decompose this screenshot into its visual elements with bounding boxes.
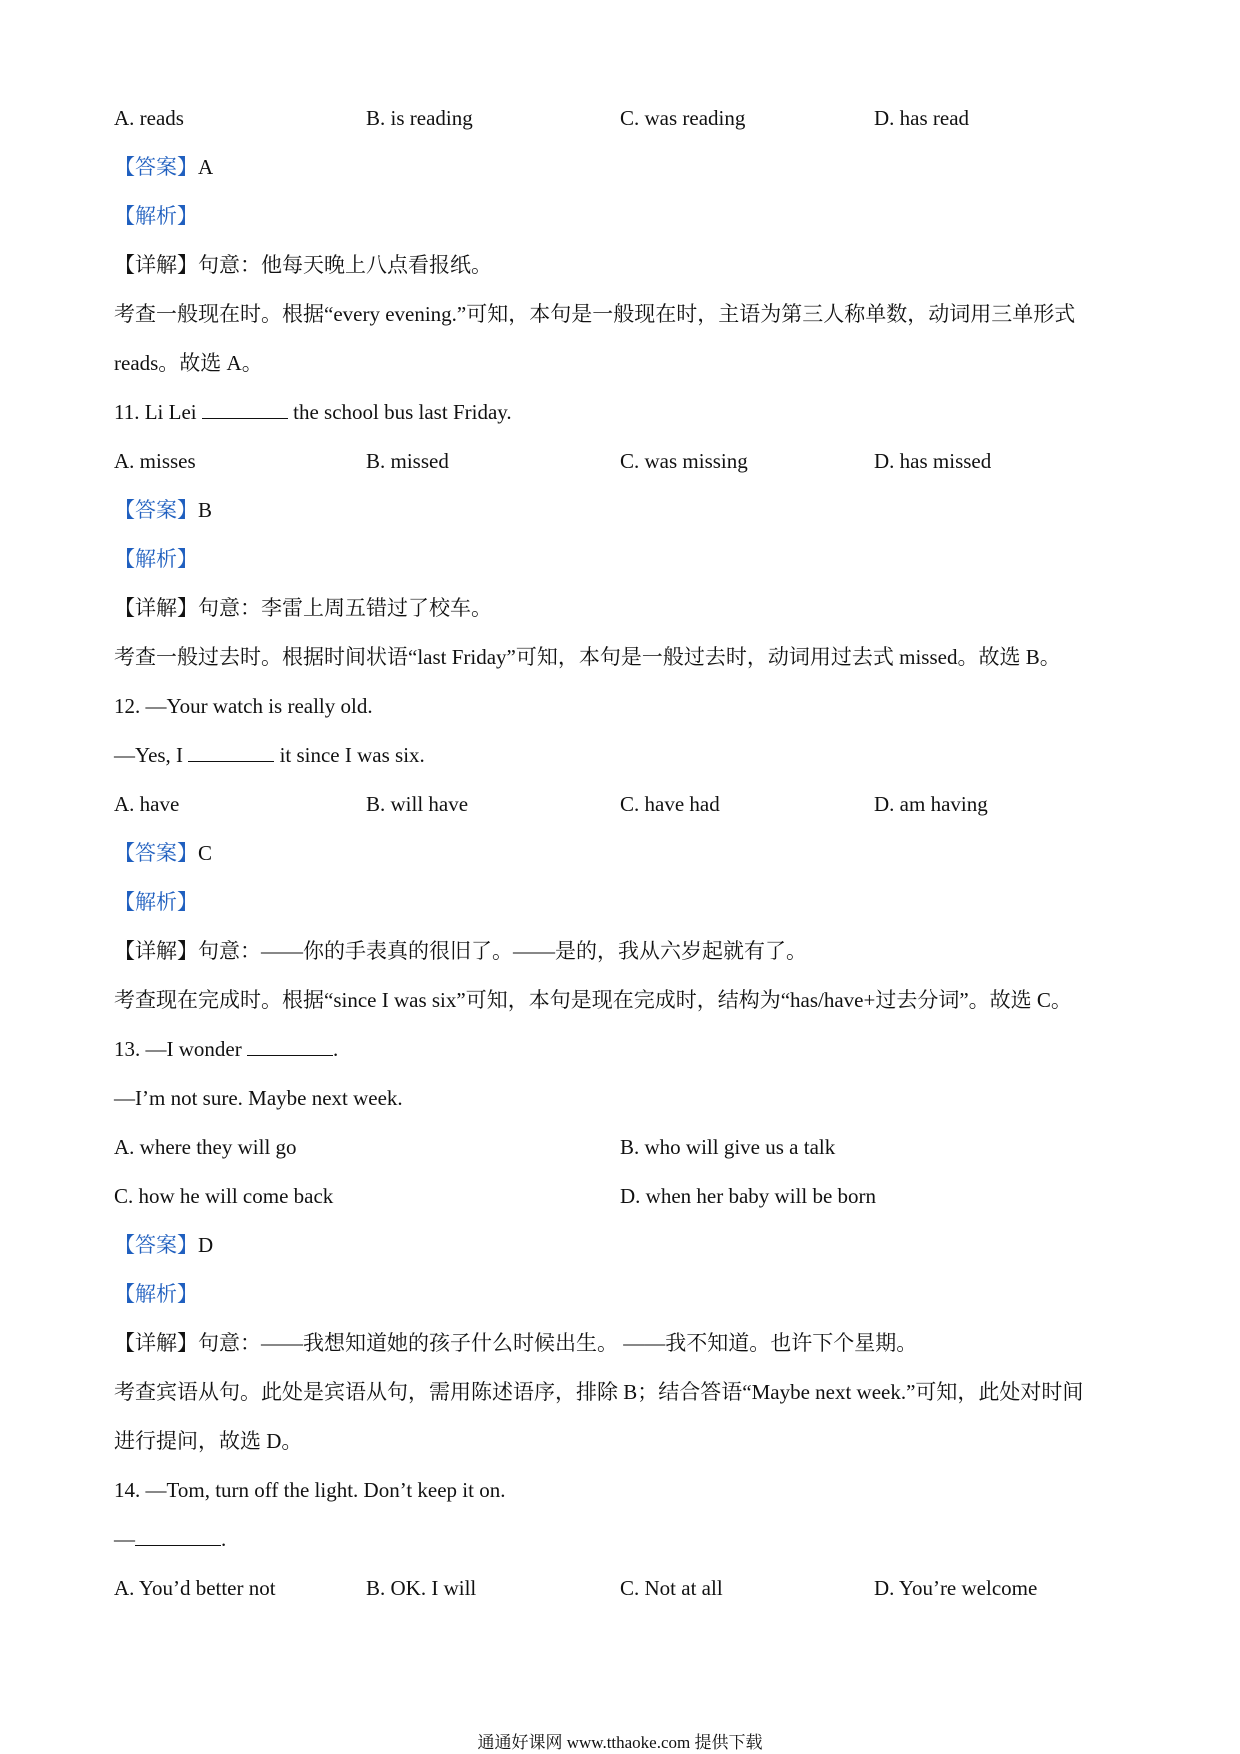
answer-value: A <box>198 155 214 179</box>
q10-option-c: C. was reading <box>620 106 746 130</box>
detail-tag: 【详解】 <box>114 1331 198 1355</box>
q14-stem-1: 14. —Tom, turn off the light. Don’t keep it on. <box>114 1478 506 1502</box>
page-footer: 通通好课网 www.tthaoke.com 提供下载 <box>477 1733 763 1752</box>
q12-option-d: D. am having <box>874 792 988 816</box>
q14-option-b: B. OK. I will <box>366 1576 477 1600</box>
q13-stem-1-before: 13. —I wonder <box>114 1037 242 1061</box>
q10-detail <box>114 251 492 279</box>
answer-blank <box>247 1037 333 1056</box>
answer-blank <box>135 1527 221 1546</box>
q11-option-a: A. misses <box>114 449 196 473</box>
q10-option-d: D. has read <box>874 106 970 130</box>
detail-text: 句意：他每天晚上八点看报纸。 <box>198 253 492 277</box>
q13-stem-1-after: . <box>332 1037 339 1061</box>
q12-stem-1: 12. —Your watch is really old. <box>114 694 373 718</box>
q11-analysis <box>114 545 198 573</box>
q12-option-a: A. have <box>114 792 180 816</box>
q13-option-a: A. where they will go <box>114 1135 297 1159</box>
q12-explain-1: 考查现在完成时。根据“since I was six”可知，本句是现在完成时，结构为“has/have+过去分词”。故选 C。 <box>114 988 1072 1012</box>
q13-stem-2: —I’m not sure. Maybe next week. <box>114 1086 403 1110</box>
answer-value: D <box>198 1233 214 1257</box>
q12-option-b: B. will have <box>366 792 469 816</box>
q12-analysis <box>114 888 198 916</box>
q12-stem-2 <box>114 741 425 769</box>
answer-tag: 【答案】 <box>114 498 198 522</box>
answer-tag: 【答案】 <box>114 841 198 865</box>
q12-answer <box>114 839 212 867</box>
q12-stem-2-before: —Yes, I <box>114 743 184 767</box>
q11-detail <box>114 594 492 622</box>
analysis-tag: 【解析】 <box>114 890 198 914</box>
answer-value: B <box>198 498 213 522</box>
q14-option-a: A. You’d better not <box>114 1576 276 1600</box>
q11-stem-after: the school bus last Friday. <box>293 400 512 424</box>
detail-tag: 【详解】 <box>114 939 198 963</box>
detail-tag: 【详解】 <box>114 253 198 277</box>
q10-explain-1: 考查一般现在时。根据“every evening.”可知，本句是一般现在时，主语为第三人称单数，动词用三单形式 <box>114 302 1076 326</box>
q13-option-d: D. when her baby will be born <box>620 1184 877 1208</box>
answer-blank <box>188 743 274 762</box>
q11-answer <box>114 496 212 524</box>
q12-detail <box>114 937 807 965</box>
analysis-tag: 【解析】 <box>114 1282 198 1306</box>
q13-option-b: B. who will give us a talk <box>620 1135 836 1159</box>
q12-stem-2-after: it since I was six. <box>279 743 425 767</box>
detail-text: 句意：李雷上周五错过了校车。 <box>198 596 492 620</box>
q11-option-b: B. missed <box>366 449 449 473</box>
q14-option-d: D. You’re welcome <box>874 1576 1038 1600</box>
answer-tag: 【答案】 <box>114 155 198 179</box>
q13-detail <box>114 1329 917 1357</box>
q13-explain-2: 进行提问，故选 D。 <box>114 1429 303 1453</box>
q14-stem-2-after: . <box>221 1527 227 1551</box>
q10-explain-2: reads。故选 A。 <box>114 351 263 375</box>
q13-analysis <box>114 1280 198 1308</box>
q10-analysis <box>114 202 198 230</box>
q11-option-c: C. was missing <box>620 449 748 473</box>
q14-stem-2 <box>114 1525 226 1553</box>
answer-blank <box>202 400 288 419</box>
analysis-tag: 【解析】 <box>114 547 198 571</box>
analysis-tag: 【解析】 <box>114 204 198 228</box>
q13-explain-1: 考查宾语从句。此处是宾语从句，需用陈述语序，排除 B；结合答语“Maybe next week.”可知，此处对时间 <box>114 1380 1084 1404</box>
detail-text: 句意：——你的手表真的很旧了。——是的，我从六岁起就有了。 <box>198 939 807 963</box>
answer-value: C <box>198 841 213 865</box>
q14-stem-2-before: — <box>114 1527 135 1551</box>
q13-option-c: C. how he will come back <box>114 1184 334 1208</box>
q13-answer <box>114 1231 213 1259</box>
detail-tag: 【详解】 <box>114 596 198 620</box>
q12-option-c: C. have had <box>620 792 720 816</box>
answer-tag: 【答案】 <box>114 1233 198 1257</box>
q11-option-d: D. has missed <box>874 449 992 473</box>
q13-stem-1 <box>114 1035 338 1063</box>
q10-option-b: B. is reading <box>366 106 473 130</box>
q14-option-c: C. Not at all <box>620 1576 723 1600</box>
detail-text: 句意：——我想知道她的孩子什么时候出生。 ——我不知道。也许下个星期。 <box>198 1331 918 1355</box>
q10-answer <box>114 153 213 181</box>
q11-stem-before: 11. Li Lei <box>114 400 197 424</box>
q11-explain-1: 考查一般过去时。根据时间状语“last Friday”可知，本句是一般过去时，动词用过去式 missed。故选 B。 <box>114 645 1061 669</box>
q11-stem <box>114 398 512 426</box>
q10-option-a: A. reads <box>114 106 184 130</box>
